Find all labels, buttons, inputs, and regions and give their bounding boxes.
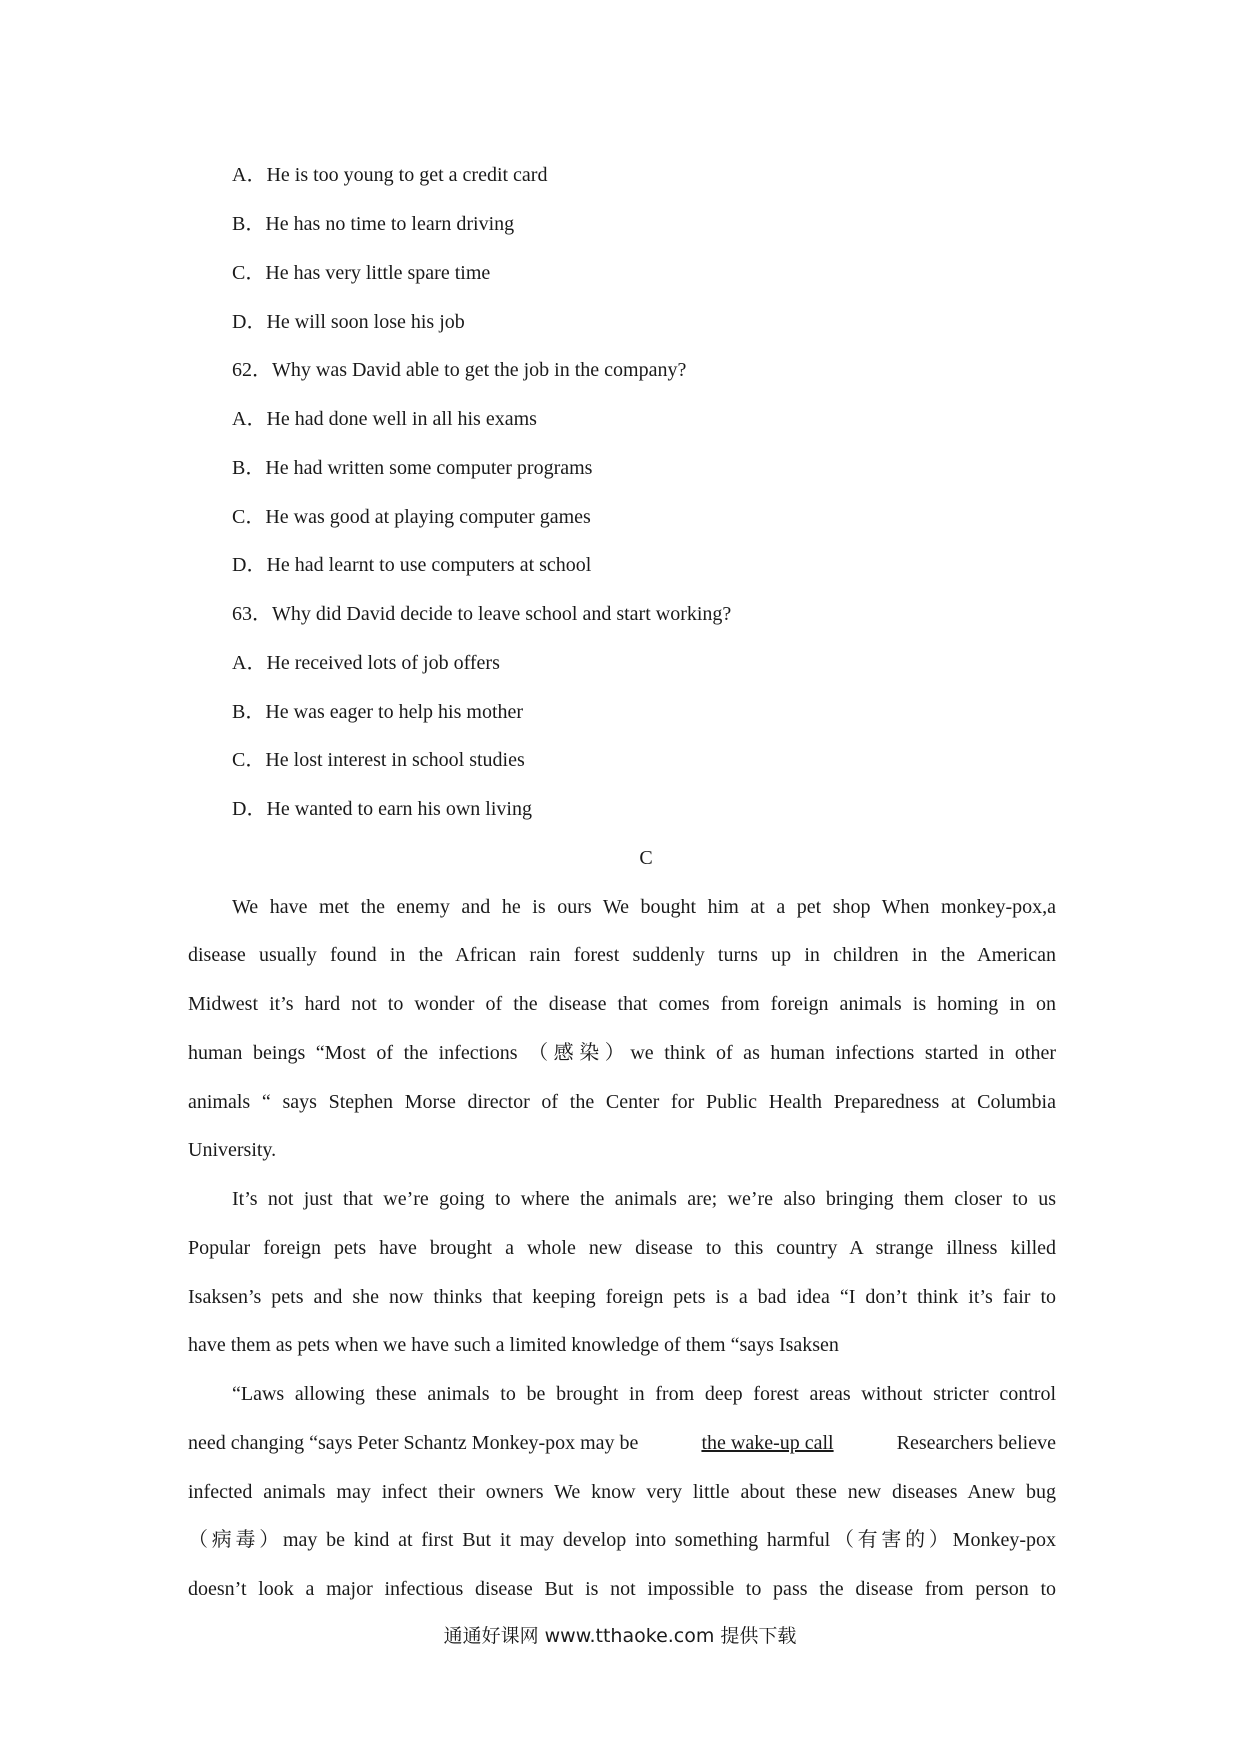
passage-p3-line xyxy=(188,1431,1056,1455)
section-heading: C xyxy=(639,847,653,869)
passage-text-after-underline: Researchers believe xyxy=(891,1432,1056,1454)
passage-p1-line: University. xyxy=(188,1139,277,1161)
q63-option-a: A．He received lots of job offers xyxy=(232,652,500,674)
q63-option-b: B．He was eager to help his mother xyxy=(232,701,524,723)
passage-p1-line: animals “ says Stephen Morse director of the Center for Public Health Preparedness at Columbia xyxy=(188,1091,1056,1113)
q62-option-d: D．He had learnt to use computers at school xyxy=(232,554,592,576)
passage-p2-line: It’s not just that we’re going to where the animals are; we’re also bringing them closer to us xyxy=(232,1188,1056,1210)
passage-p1-line: We have met the enemy and he is ours We bought him at a pet shop When monkey-pox,a xyxy=(232,896,1056,918)
passage-p2-line: Isaksen’s pets and she now thinks that keeping foreign pets is a bad idea “I don’t think it’s fair to xyxy=(188,1286,1056,1308)
q63-question: 63．Why did David decide to leave school and start working? xyxy=(232,603,732,625)
q62-option-c: C．He was good at playing computer games xyxy=(232,506,591,528)
q62-option-b: B．He had written some computer programs xyxy=(232,457,593,479)
passage-p2-line: Popular foreign pets have brought a whole new disease to this country A strange illness killed xyxy=(188,1237,1056,1259)
q62-question: 62．Why was David able to get the job in the company? xyxy=(232,359,687,381)
passage-p1-line: disease usually found in the African rain forest suddenly turns up in children in the American xyxy=(188,944,1056,966)
q63-option-d: D．He wanted to earn his own living xyxy=(232,798,532,820)
q62-option-a: A．He had done well in all his exams xyxy=(232,408,537,430)
q61-option-b: B．He has no time to learn driving xyxy=(232,213,515,235)
q61-option-a: A．He is too young to get a credit card xyxy=(232,164,548,186)
q61-option-c: C．He has very little spare time xyxy=(232,262,491,284)
passage-p2-line: have them as pets when we have such a limited knowledge of them “says Isaksen xyxy=(188,1334,839,1356)
passage-p1-line: human beings “Most of the infections （感染）we think of as human infections started in other xyxy=(188,1042,1056,1064)
page-footer: 通通好课网 www.tthaoke.com 提供下载 xyxy=(443,1625,797,1647)
q63-option-c: C．He lost interest in school studies xyxy=(232,749,525,771)
passage-p3-line: doesn’t look a major infectious disease But is not impossible to pass the disease from person to xyxy=(188,1578,1056,1600)
passage-p1-line: Midwest it’s hard not to wonder of the disease that comes from foreign animals is homing in on xyxy=(188,993,1056,1015)
underlined-phrase: the wake-up call xyxy=(701,1432,834,1454)
passage-p3-line: infected animals may infect their owners We know very little about these new diseases Anew bug xyxy=(188,1481,1056,1503)
q61-option-d: D．He will soon lose his job xyxy=(232,311,465,333)
passage-p3-line: （病毒）may be kind at first But it may develop into something harmful（有害的）Monkey-pox xyxy=(188,1529,1056,1551)
passage-p3-line: “Laws allowing these animals to be brought in from deep forest areas without stricter control xyxy=(232,1383,1056,1405)
passage-text-before-underline: need changing “says Peter Schantz Monkey-pox may be xyxy=(188,1432,644,1454)
